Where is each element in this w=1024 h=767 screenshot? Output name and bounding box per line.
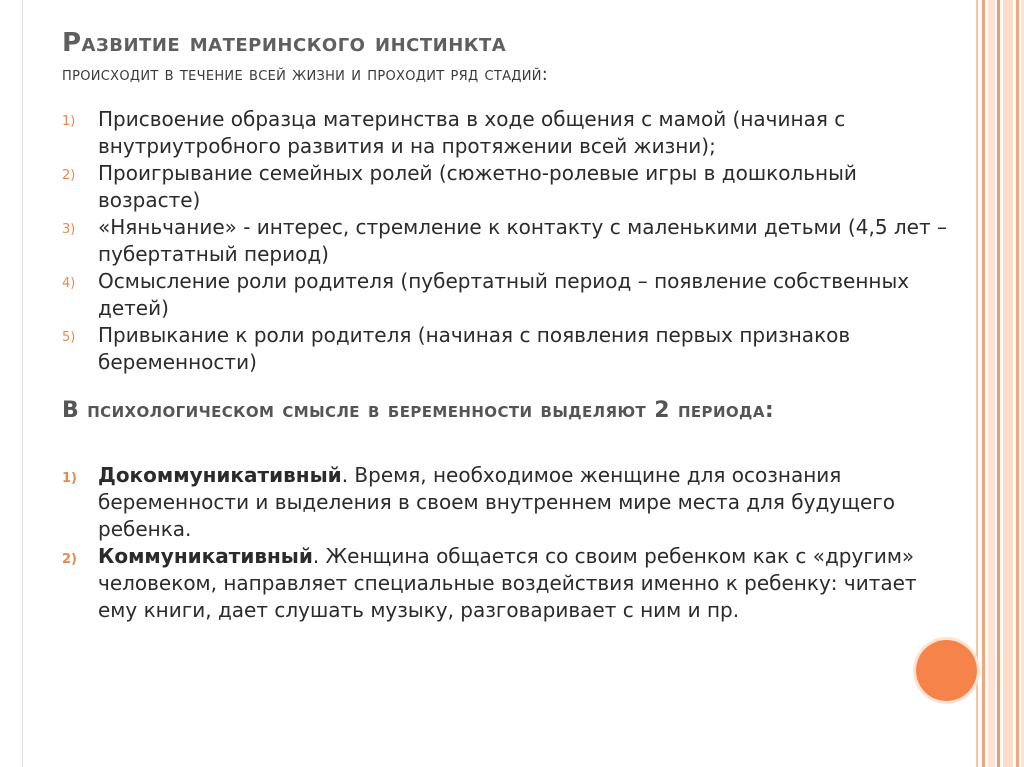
stripe <box>1016 0 1019 767</box>
period-term: Коммуникативный <box>98 544 313 568</box>
item-text: Проигрывание семейных ролей (сюжетно-ролевые игры в дошкольный возрасте) <box>98 161 857 212</box>
item-number: 4) <box>62 276 76 291</box>
item-text: Присвоение образца материнства в ходе общения с мамой (начиная с внутриутробного развития и на протяжении всей жизни); <box>98 107 846 158</box>
periods-list <box>62 462 962 624</box>
list-item <box>62 160 962 214</box>
item-number: 1) <box>62 471 77 486</box>
left-border-line <box>22 0 23 767</box>
section-heading: В психологическом смысле в беременности выделяют 2 периода: <box>62 398 775 423</box>
stripe <box>982 0 985 767</box>
period-term: Докоммуникативный <box>98 463 342 487</box>
list-item <box>62 543 962 624</box>
stripe <box>997 0 1000 767</box>
list-item <box>62 462 962 543</box>
item-number: 2) <box>62 168 76 183</box>
item-number: 1) <box>62 114 76 129</box>
list-item <box>62 268 962 322</box>
stripe <box>988 0 995 767</box>
stages-list <box>62 106 962 376</box>
item-number: 2) <box>62 552 77 567</box>
item-text: Осмысление роли родителя (пубертатный период – появление собственных детей) <box>98 269 910 320</box>
item-text: . Женщина общается со своим ребенком как с «другим» человеком, направляет специальные воздействия именно к ребенку: читает ему книги, дает слушать музыку, разговаривает с ним и пр. <box>98 544 917 622</box>
slide-title: Развитие материнского инстинкта <box>62 28 507 58</box>
item-number: 5) <box>62 330 76 345</box>
list-item <box>62 214 962 268</box>
stripe <box>1003 0 1013 767</box>
decorative-circle <box>916 640 977 701</box>
item-text: Привыкание к роли родителя (начиная с появления первых признаков беременности) <box>98 323 851 374</box>
list-item <box>62 106 962 160</box>
item-number: 3) <box>62 222 76 237</box>
item-text: «Няньчание» - интерес, стремление к контакту с маленькими детьми (4,5 лет – пубертатный период) <box>98 215 947 266</box>
slide-subtitle: происходит в течение всей жизни и проходит ряд стадий: <box>62 64 549 85</box>
stripe <box>976 0 978 767</box>
list-item <box>62 322 962 376</box>
item-text: . Время, необходимое женщине для осознания беременности и выделения в своем внутреннем мире места для будущего ребенка. <box>98 463 896 541</box>
decorative-stripes <box>976 0 1024 767</box>
